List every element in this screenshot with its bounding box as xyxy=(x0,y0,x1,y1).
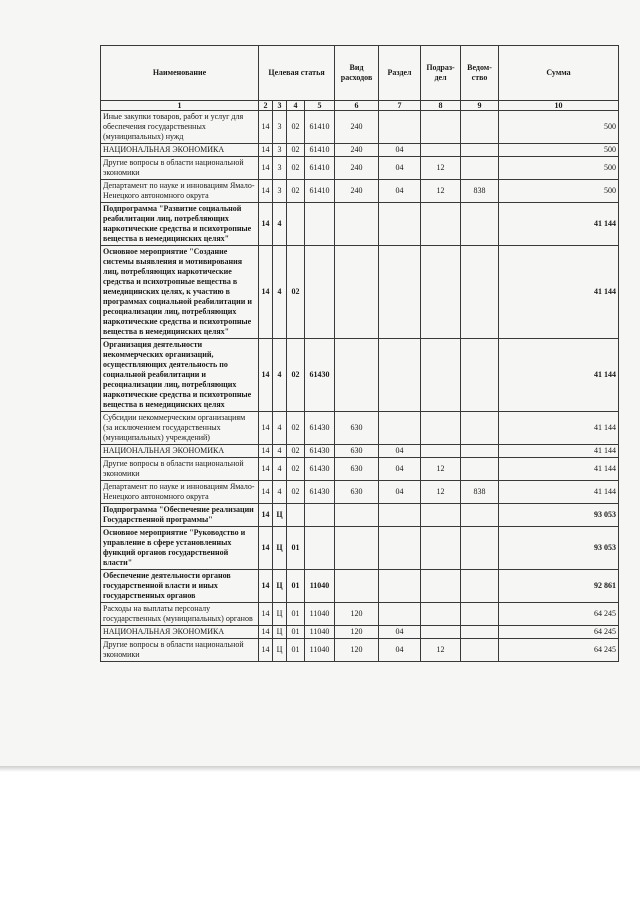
target-code-part1: 14 xyxy=(259,180,273,203)
column-number-cell: 7 xyxy=(379,101,421,111)
target-code-part4: 61430 xyxy=(305,339,335,412)
target-code-part1: 14 xyxy=(259,203,273,246)
row-name-cell: Подпрограмма "Обеспечение реализации Государственной программы" xyxy=(101,504,259,527)
budget-table xyxy=(100,45,619,662)
sum-cell: 500 xyxy=(499,144,619,157)
department-cell xyxy=(461,504,499,527)
expense-type-cell: 630 xyxy=(335,445,379,458)
column-number-cell: 2 xyxy=(259,101,273,111)
table-row xyxy=(101,180,619,203)
section-cell: 04 xyxy=(379,445,421,458)
sum-cell: 41 144 xyxy=(499,445,619,458)
target-code-part2: Ц xyxy=(273,527,287,570)
target-code-part3: 02 xyxy=(287,481,305,504)
subsection-cell xyxy=(421,203,461,246)
section-cell: 04 xyxy=(379,481,421,504)
subsection-cell: 12 xyxy=(421,458,461,481)
section-cell xyxy=(379,527,421,570)
table-body xyxy=(101,111,619,662)
target-code-part4: 61430 xyxy=(305,481,335,504)
target-code-part4 xyxy=(305,527,335,570)
header-target-article: Целевая статья xyxy=(259,46,335,101)
row-name-cell: НАЦИОНАЛЬНАЯ ЭКОНОМИКА xyxy=(101,445,259,458)
row-name-cell: Другие вопросы в области национальной экономики xyxy=(101,458,259,481)
section-cell: 04 xyxy=(379,626,421,639)
department-cell: 838 xyxy=(461,481,499,504)
sum-cell: 64 245 xyxy=(499,603,619,626)
target-code-part4: 61410 xyxy=(305,144,335,157)
sum-cell: 93 053 xyxy=(499,504,619,527)
row-name-cell: Иные закупки товаров, работ и услуг для обеспечения государственных (муниципальных) нужд xyxy=(101,111,259,144)
target-code-part1: 14 xyxy=(259,157,273,180)
department-cell: 838 xyxy=(461,180,499,203)
target-code-part3: 01 xyxy=(287,639,305,662)
department-cell xyxy=(461,445,499,458)
target-code-part1: 14 xyxy=(259,445,273,458)
table-row xyxy=(101,639,619,662)
subsection-cell: 12 xyxy=(421,157,461,180)
department-cell xyxy=(461,603,499,626)
target-code-part3: 02 xyxy=(287,246,305,339)
expense-type-cell: 630 xyxy=(335,458,379,481)
department-cell xyxy=(461,144,499,157)
target-code-part2: 4 xyxy=(273,246,287,339)
page-edge-shadow xyxy=(0,766,640,772)
table-row xyxy=(101,111,619,144)
target-code-part4: 61430 xyxy=(305,458,335,481)
header-sum: Сумма xyxy=(499,46,619,101)
target-code-part2: Ц xyxy=(273,626,287,639)
column-number-cell: 3 xyxy=(273,101,287,111)
table-row xyxy=(101,157,619,180)
target-code-part2: Ц xyxy=(273,603,287,626)
sum-cell: 41 144 xyxy=(499,203,619,246)
target-code-part1: 14 xyxy=(259,412,273,445)
target-code-part1: 14 xyxy=(259,111,273,144)
department-cell xyxy=(461,626,499,639)
subsection-cell xyxy=(421,246,461,339)
table-row xyxy=(101,203,619,246)
target-code-part4: 61410 xyxy=(305,157,335,180)
target-code-part1: 14 xyxy=(259,570,273,603)
target-code-part2: 3 xyxy=(273,180,287,203)
department-cell xyxy=(461,458,499,481)
row-name-cell: Другие вопросы в области национальной экономики xyxy=(101,639,259,662)
table-row xyxy=(101,458,619,481)
target-code-part3: 02 xyxy=(287,412,305,445)
target-code-part4: 61430 xyxy=(305,412,335,445)
table-row xyxy=(101,339,619,412)
section-cell: 04 xyxy=(379,144,421,157)
expense-type-cell: 630 xyxy=(335,412,379,445)
sum-cell: 500 xyxy=(499,111,619,144)
target-code-part4: 11040 xyxy=(305,639,335,662)
target-code-part3: 01 xyxy=(287,603,305,626)
subsection-cell: 12 xyxy=(421,639,461,662)
table-row xyxy=(101,603,619,626)
section-cell: 04 xyxy=(379,639,421,662)
department-cell xyxy=(461,570,499,603)
row-name-cell: Обеспечение деятельности органов государственной власти и иных государственных органов xyxy=(101,570,259,603)
row-name-cell: Департамент по науке и инновациям Ямало-Ненецкого автономного округа xyxy=(101,180,259,203)
target-code-part3 xyxy=(287,504,305,527)
target-code-part3: 02 xyxy=(287,144,305,157)
row-name-cell: НАЦИОНАЛЬНАЯ ЭКОНОМИКА xyxy=(101,144,259,157)
target-code-part2: 4 xyxy=(273,339,287,412)
subsection-cell xyxy=(421,626,461,639)
target-code-part4: 61410 xyxy=(305,111,335,144)
section-cell xyxy=(379,504,421,527)
header-row xyxy=(101,46,619,101)
target-code-part4: 61430 xyxy=(305,445,335,458)
target-code-part1: 14 xyxy=(259,339,273,412)
section-cell: 04 xyxy=(379,157,421,180)
target-code-part1: 14 xyxy=(259,639,273,662)
target-code-part2: 3 xyxy=(273,144,287,157)
column-number-cell: 8 xyxy=(421,101,461,111)
section-cell xyxy=(379,339,421,412)
subsection-cell xyxy=(421,570,461,603)
expense-type-cell xyxy=(335,570,379,603)
expense-type-cell: 120 xyxy=(335,626,379,639)
subsection-cell xyxy=(421,527,461,570)
section-cell xyxy=(379,570,421,603)
row-name-cell: Основное мероприятие "Руководство и управление в сфере установленных функций органов государственной власти" xyxy=(101,527,259,570)
target-code-part1: 14 xyxy=(259,504,273,527)
table-row xyxy=(101,246,619,339)
target-code-part3: 01 xyxy=(287,570,305,603)
target-code-part4 xyxy=(305,246,335,339)
target-code-part4: 11040 xyxy=(305,570,335,603)
header-expense-type: Вид расходов xyxy=(335,46,379,101)
row-name-cell: Организация деятельности некоммерческих организаций, осуществляющих деятельность по социальной реабилитации и ресоциализации лиц, потребляющих наркотические средства и психотропные вещества в немедицинских целях xyxy=(101,339,259,412)
target-code-part3: 02 xyxy=(287,111,305,144)
sum-cell: 64 245 xyxy=(499,626,619,639)
expense-type-cell: 240 xyxy=(335,144,379,157)
expense-type-cell xyxy=(335,527,379,570)
column-number-cell: 5 xyxy=(305,101,335,111)
table-row xyxy=(101,481,619,504)
table-row xyxy=(101,144,619,157)
subsection-cell xyxy=(421,111,461,144)
sum-cell: 92 861 xyxy=(499,570,619,603)
target-code-part3: 02 xyxy=(287,445,305,458)
target-code-part2: 3 xyxy=(273,157,287,180)
expense-type-cell: 120 xyxy=(335,603,379,626)
subsection-cell xyxy=(421,144,461,157)
expense-type-cell: 630 xyxy=(335,481,379,504)
column-number-cell: 1 xyxy=(101,101,259,111)
subsection-cell xyxy=(421,339,461,412)
subsection-cell xyxy=(421,504,461,527)
department-cell xyxy=(461,111,499,144)
expense-type-cell: 240 xyxy=(335,180,379,203)
subsection-cell xyxy=(421,445,461,458)
row-name-cell: Основное мероприятие "Создание системы выявления и мотивирования лиц, потребляющих наркотические средства и психотропные вещества в немедицинских целях, к участию в программах социальной реабилитации и ресоциализации лиц, потребляющих наркотические средства и психотропные вещества в немедицинских целях" xyxy=(101,246,259,339)
subsection-cell xyxy=(421,412,461,445)
column-number-cell: 6 xyxy=(335,101,379,111)
target-code-part4: 61410 xyxy=(305,180,335,203)
target-code-part1: 14 xyxy=(259,458,273,481)
target-code-part3 xyxy=(287,203,305,246)
sum-cell: 64 245 xyxy=(499,639,619,662)
column-number-cell: 9 xyxy=(461,101,499,111)
header-subsection: Подраз-дел xyxy=(421,46,461,101)
department-cell xyxy=(461,339,499,412)
target-code-part2: Ц xyxy=(273,570,287,603)
expense-type-cell: 240 xyxy=(335,111,379,144)
target-code-part3: 01 xyxy=(287,626,305,639)
header-name: Наименование xyxy=(101,46,259,101)
target-code-part2: 4 xyxy=(273,481,287,504)
row-name-cell: Подпрограмма "Развитие социальной реабилитации лиц, потребляющих наркотические средства и психотропные вещества в немедицинских целях" xyxy=(101,203,259,246)
target-code-part2: 4 xyxy=(273,458,287,481)
subsection-cell: 12 xyxy=(421,481,461,504)
target-code-part1: 14 xyxy=(259,246,273,339)
target-code-part4: 11040 xyxy=(305,603,335,626)
table-row xyxy=(101,570,619,603)
table-row xyxy=(101,504,619,527)
expense-type-cell xyxy=(335,203,379,246)
expense-type-cell: 120 xyxy=(335,639,379,662)
target-code-part4: 11040 xyxy=(305,626,335,639)
row-name-cell: НАЦИОНАЛЬНАЯ ЭКОНОМИКА xyxy=(101,626,259,639)
target-code-part3: 02 xyxy=(287,157,305,180)
department-cell xyxy=(461,412,499,445)
sum-cell: 41 144 xyxy=(499,339,619,412)
expense-type-cell xyxy=(335,339,379,412)
target-code-part2: 4 xyxy=(273,412,287,445)
department-cell xyxy=(461,527,499,570)
section-cell: 04 xyxy=(379,458,421,481)
table-row xyxy=(101,527,619,570)
target-code-part3: 02 xyxy=(287,339,305,412)
row-name-cell: Субсидии некоммерческим организациям (за исключением государственных (муниципальных) учреждений) xyxy=(101,412,259,445)
table-row xyxy=(101,445,619,458)
section-cell xyxy=(379,412,421,445)
row-name-cell: Департамент по науке и инновациям Ямало-Ненецкого автономного округа xyxy=(101,481,259,504)
target-code-part2: 4 xyxy=(273,203,287,246)
department-cell xyxy=(461,246,499,339)
section-cell xyxy=(379,246,421,339)
sum-cell: 500 xyxy=(499,180,619,203)
column-number-cell: 10 xyxy=(499,101,619,111)
table-row xyxy=(101,412,619,445)
target-code-part3: 02 xyxy=(287,180,305,203)
column-number-row xyxy=(101,101,619,111)
target-code-part3: 01 xyxy=(287,527,305,570)
sum-cell: 41 144 xyxy=(499,412,619,445)
subsection-cell: 12 xyxy=(421,180,461,203)
sum-cell: 41 144 xyxy=(499,481,619,504)
header-section: Раздел xyxy=(379,46,421,101)
target-code-part1: 14 xyxy=(259,603,273,626)
sum-cell: 93 053 xyxy=(499,527,619,570)
target-code-part1: 14 xyxy=(259,144,273,157)
table-row xyxy=(101,626,619,639)
target-code-part1: 14 xyxy=(259,626,273,639)
header-department: Ведом-ство xyxy=(461,46,499,101)
section-cell: 04 xyxy=(379,180,421,203)
department-cell xyxy=(461,203,499,246)
section-cell xyxy=(379,111,421,144)
row-name-cell: Другие вопросы в области национальной экономики xyxy=(101,157,259,180)
target-code-part1: 14 xyxy=(259,481,273,504)
target-code-part3: 02 xyxy=(287,458,305,481)
row-name-cell: Расходы на выплаты персоналу государственных (муниципальных) органов xyxy=(101,603,259,626)
target-code-part4 xyxy=(305,504,335,527)
sum-cell: 41 144 xyxy=(499,246,619,339)
target-code-part2: 3 xyxy=(273,111,287,144)
target-code-part2: Ц xyxy=(273,639,287,662)
subsection-cell xyxy=(421,603,461,626)
target-code-part1: 14 xyxy=(259,527,273,570)
column-number-cell: 4 xyxy=(287,101,305,111)
target-code-part4 xyxy=(305,203,335,246)
section-cell xyxy=(379,203,421,246)
target-code-part2: Ц xyxy=(273,504,287,527)
department-cell xyxy=(461,157,499,180)
target-code-part2: 4 xyxy=(273,445,287,458)
section-cell xyxy=(379,603,421,626)
expense-type-cell xyxy=(335,504,379,527)
department-cell xyxy=(461,639,499,662)
sum-cell: 41 144 xyxy=(499,458,619,481)
sum-cell: 500 xyxy=(499,157,619,180)
expense-type-cell xyxy=(335,246,379,339)
expense-type-cell: 240 xyxy=(335,157,379,180)
